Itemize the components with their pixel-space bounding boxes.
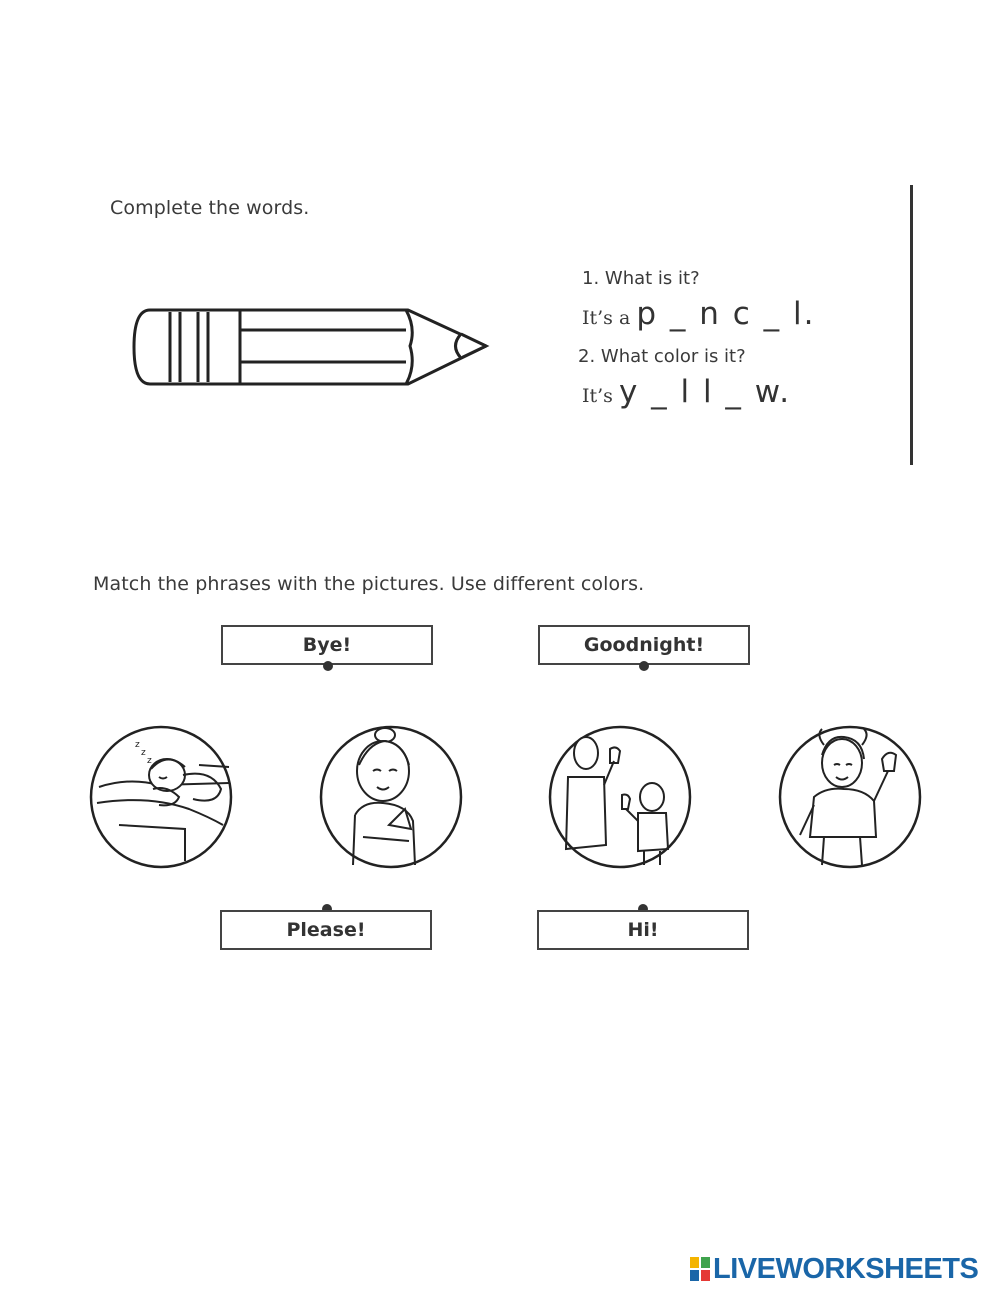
- logo-text: LIVEWORKSHEETS: [713, 1252, 979, 1285]
- label-goodnight[interactable]: Goodnight!: [538, 625, 750, 665]
- answer-1-line: [582, 296, 815, 332]
- label-bye[interactable]: Bye!: [221, 625, 433, 665]
- answer-1-blank[interactable]: p _ n c _ l.: [636, 296, 816, 332]
- logo-blocks-icon: [690, 1257, 710, 1281]
- match-dot-bye[interactable]: [323, 661, 333, 671]
- divider-line: [910, 185, 913, 465]
- svg-text:z: z: [135, 740, 140, 750]
- answer-1-prefix: It’s a: [582, 307, 631, 329]
- match-dot-goodnight[interactable]: [639, 661, 649, 671]
- instruction-match-phrases: Match the phrases with the pictures. Use different colors.: [93, 573, 645, 595]
- question-1: 1. What is it?: [582, 268, 700, 289]
- answer-2-prefix: It’s: [582, 385, 613, 407]
- waving-people-picture[interactable]: [548, 725, 692, 869]
- logo-block: [690, 1257, 699, 1268]
- answer-2-line: [582, 374, 791, 410]
- waving-girl-picture[interactable]: [778, 725, 922, 869]
- logo-block: [690, 1270, 699, 1281]
- praying-child-picture[interactable]: [319, 725, 463, 869]
- logo-block: [701, 1270, 710, 1281]
- question-2: 2. What color is it?: [578, 346, 746, 367]
- answer-2-blank[interactable]: y _ l l _ w.: [618, 374, 792, 410]
- liveworksheets-logo: [690, 1252, 978, 1286]
- svg-text:z: z: [141, 748, 146, 758]
- instruction-complete-words: Complete the words.: [110, 197, 310, 219]
- sleeping-child-picture[interactable]: [89, 725, 233, 869]
- pencil-illustration: [128, 300, 494, 392]
- label-please[interactable]: Please!: [220, 910, 432, 950]
- label-hi[interactable]: Hi!: [537, 910, 749, 950]
- logo-block: [701, 1257, 710, 1268]
- svg-text:z: z: [147, 756, 152, 766]
